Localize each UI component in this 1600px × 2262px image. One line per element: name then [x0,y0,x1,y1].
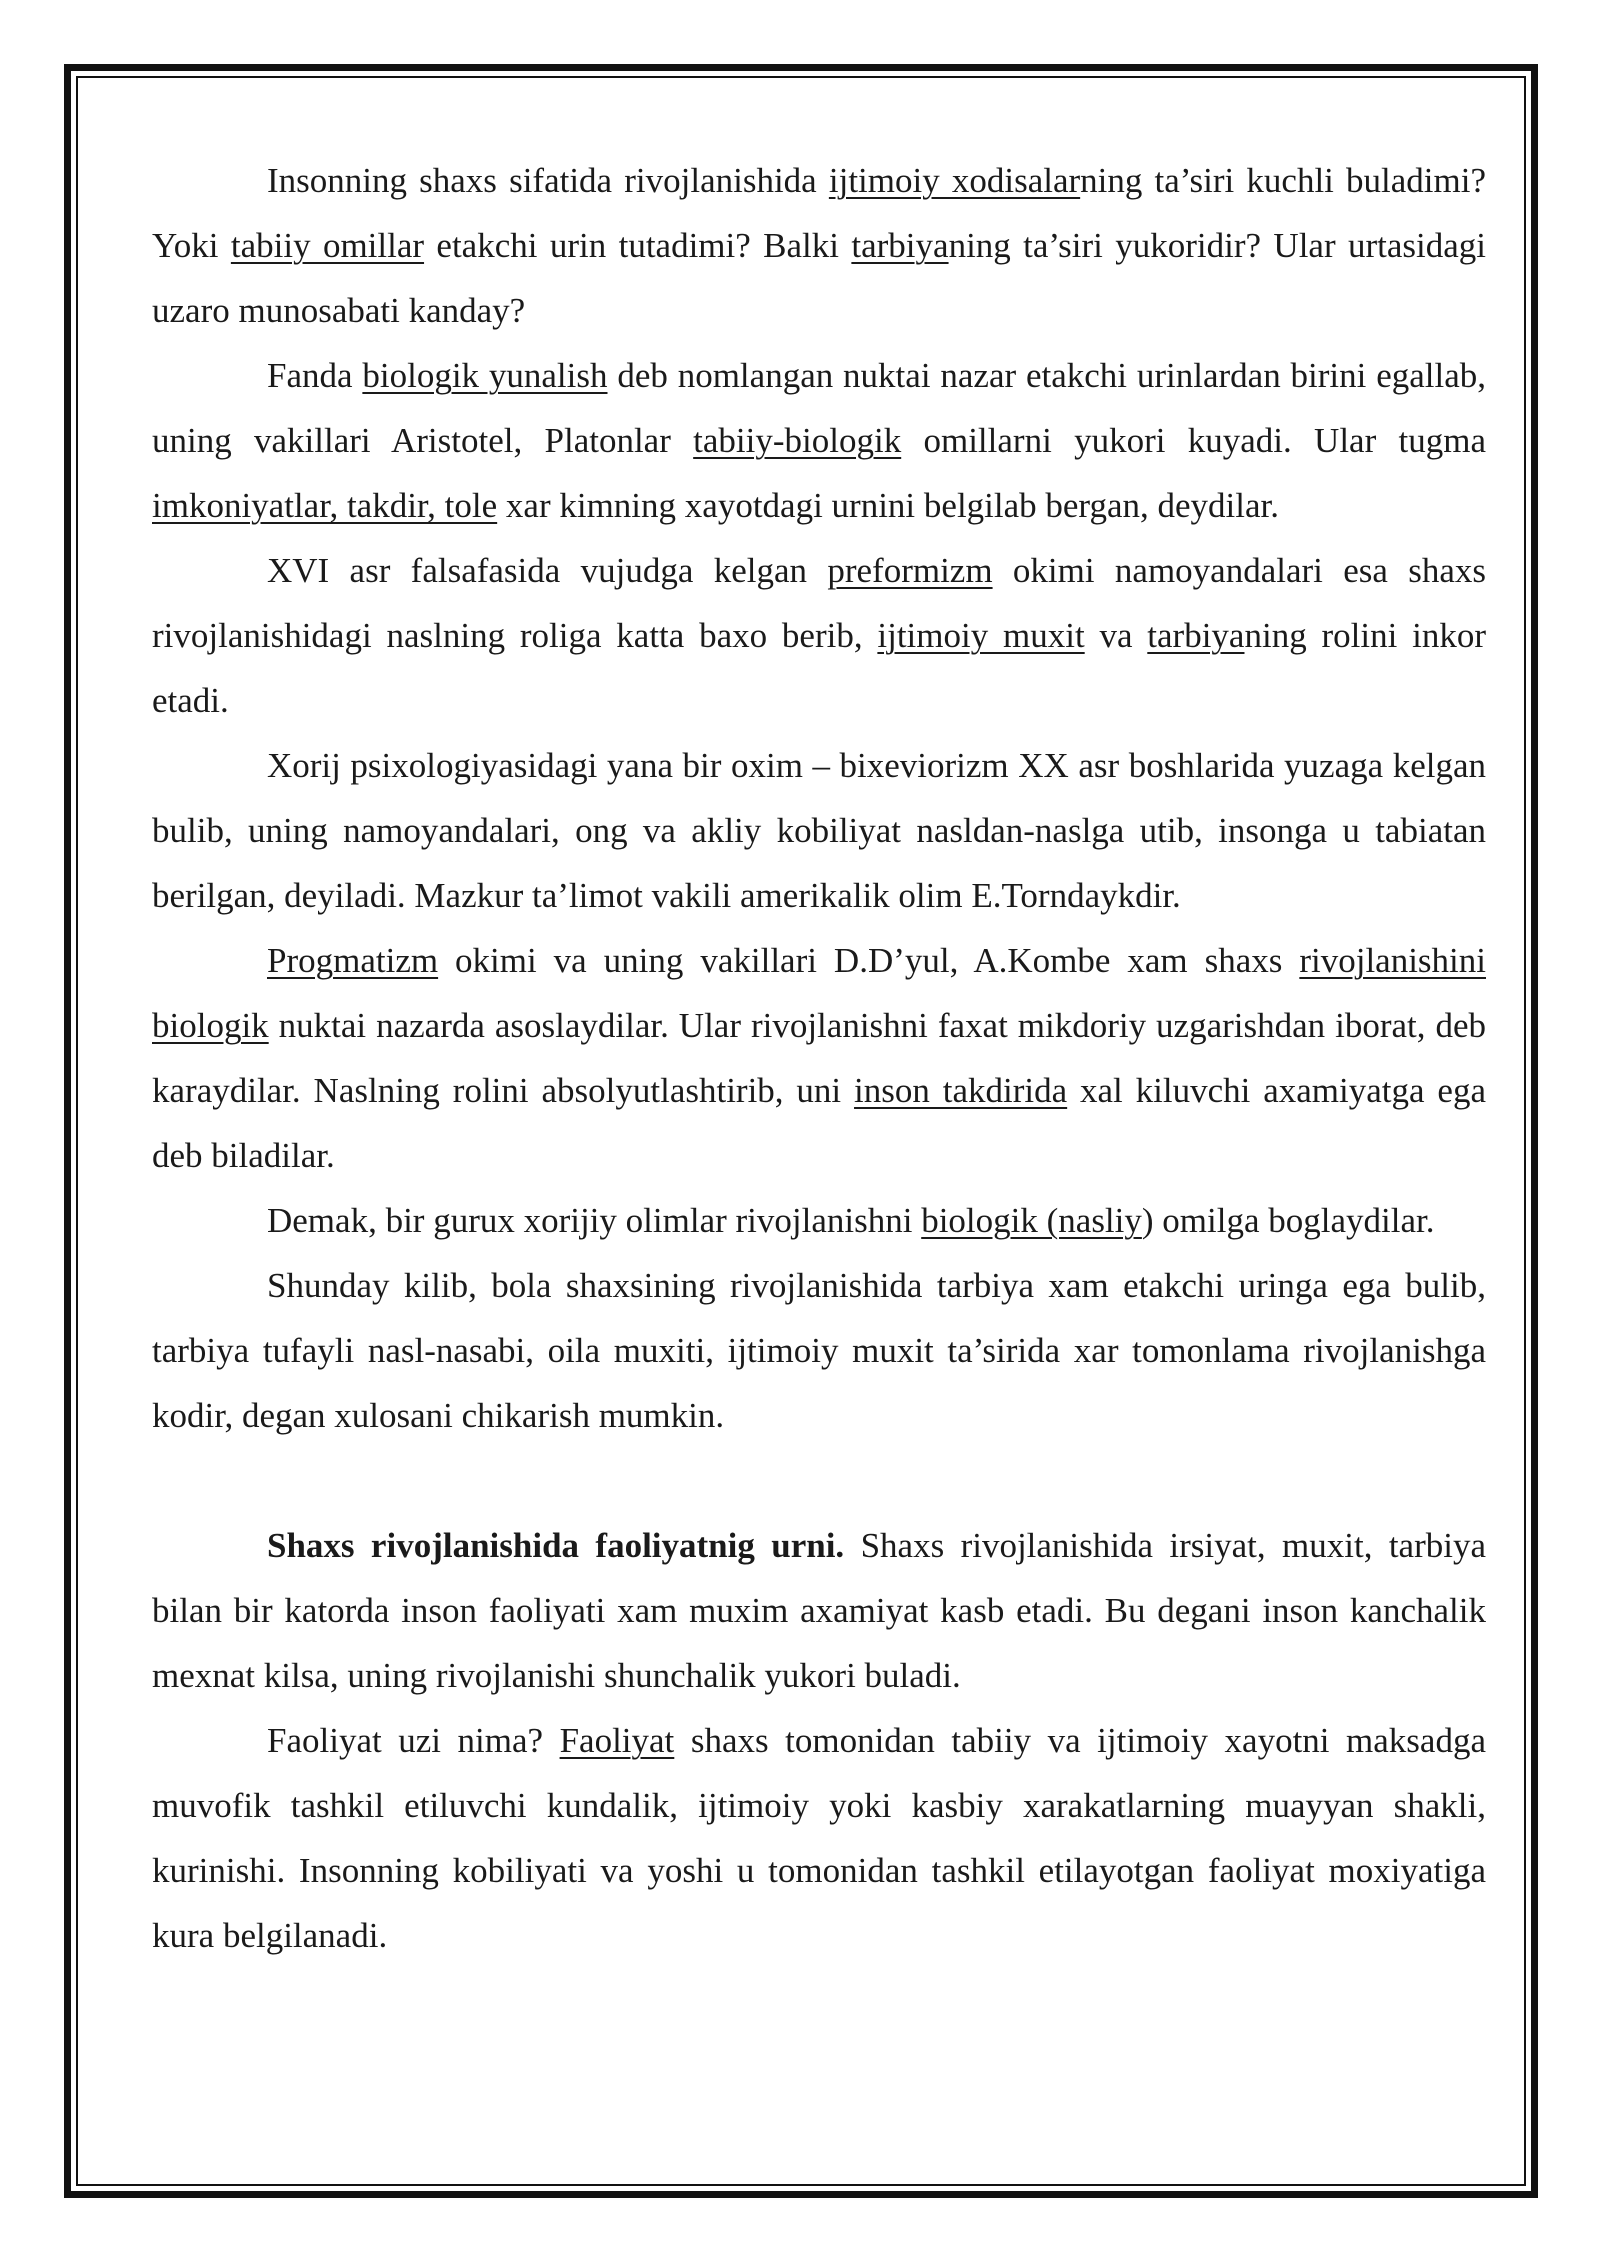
paragraph-text: okimi va uning vakillari D.D’yul, A.Kombe xam shaxs [438,941,1300,980]
paragraph-text: XVI asr falsafasida vujudga kelgan [267,551,828,590]
paragraph [152,343,1486,538]
underlined-term: biologik (nasliy [921,1201,1142,1240]
document-body [152,148,1486,1968]
underlined-term: imkoniyatlar, takdir, tole [152,486,498,525]
underlined-term: preformizm [827,551,993,590]
section-heading: Shaxs rivojlanishida faoliyatnig urni. [267,1526,845,1565]
paragraph-text: xal kiluvchi axamiyatga ega deb biladilar. [152,1071,1486,1175]
underlined-term: inson takdirida [854,1071,1068,1110]
paragraph-text: okimi namoyandalari esa shaxs rivojlanishidagi naslning roliga katta baxo berib, [152,551,1486,655]
paragraph-text: omillarni yukori kuyadi. Ular tugma [901,421,1486,460]
paragraph-text: ning rolini inkor etadi. [152,616,1486,720]
paragraph [152,1513,1486,1708]
paragraph-text: Xorij psixologiyasidagi yana bir oxim – bixeviorizm XX asr boshlarida yuzaga kelgan bulib, uning namoyandalari, ong va akliy kobiliyat nasldan-naslga utib, insonga u tabiatan berilgan, deyiladi. Mazkur ta’limot vakili amerikalik olim E.Torndaykdir. [152,746,1486,915]
paragraph-text: deb nomlangan nuktai nazar etakchi urinlardan birini egallab, uning vakillari Aristotel, Platonlar [152,356,1486,460]
paragraph-text: ning ta’siri yukoridir? Ular urtasidagi uzaro munosabati kanday? [152,226,1486,330]
paragraph-text: Shaxs rivojlanishida irsiyat, muxit, tarbiya bilan bir katorda inson faoliyati xam muxim axamiyat kasb etadi. Bu degani inson kanchalik mexnat kilsa, uning rivojlanishi shunchalik yukori buladi. [152,1526,1486,1695]
paragraph-text: va [1084,616,1148,655]
underlined-term: Progmatizm [267,941,439,980]
paragraph [152,1188,1486,1253]
underlined-term: tabiiy omillar [230,226,425,265]
paragraph-text: shaxs tomonidan tabiiy va ijtimoiy xayotni maksadga muvofik tashkil etiluvchi kundalik, ijtimoiy yoki kasbiy xarakatlarning muayyan shakli, kurinishi. Insonning kobiliyati va yoshi u tomonidan tashkil etilayotgan faoliyat moxiyatiga kura belgilanadi. [152,1721,1486,1955]
paragraph [152,538,1486,733]
paragraph-text: Insonning shaxs sifatida rivojlanishida [267,161,829,200]
paragraph [152,148,1486,343]
paragraph-text: ning ta’siri kuchli buladimi? Yoki [152,161,1487,265]
underlined-term: Faoliyat [559,1721,675,1760]
underlined-term: ijtimoiy muxit [877,616,1085,655]
underlined-term: tarbiya [1147,616,1245,655]
paragraph [152,1253,1486,1448]
paragraph-text: Demak, bir gurux xorijiy olimlar rivojlanishni [267,1201,922,1240]
underlined-term: tarbiya [851,226,949,265]
underlined-term: tabiiy-biologik [693,421,902,460]
paragraph [152,733,1486,928]
paragraph [152,928,1486,1188]
underlined-term: rivojlanishini biologik [152,941,1486,1045]
paragraph-text: nuktai nazarda asoslaydilar. Ular rivojlanishni faxat mikdoriy uzgarishdan iborat, deb karaydilar. Naslning rolini absolyutlashtirib, uni [152,1006,1486,1110]
paragraph [152,1708,1486,1968]
paragraph-text: Faoliyat uzi nima? [267,1721,560,1760]
paragraph-text: Fanda [267,356,363,395]
underlined-term: biologik yunalish [362,356,608,395]
paragraph-text: ) omilga boglaydilar. [1141,1201,1435,1240]
paragraph-text: etakchi urin tutadimi? Balki [424,226,852,265]
underlined-term: ijtimoiy xodisalar [828,161,1081,200]
paragraph-text: xar kimning xayotdagi urnini belgilab bergan, deydilar. [497,486,1279,525]
paragraph-text: Shunday kilib, bola shaxsining rivojlanishida tarbiya xam etakchi uringa ega bulib, tarbiya tufayli nasl-nasabi, oila muxiti, ijtimoiy muxit ta’sirida xar tomonlama rivojlanishga kodir, degan xulosani chikarish mumkin. [152,1266,1486,1435]
